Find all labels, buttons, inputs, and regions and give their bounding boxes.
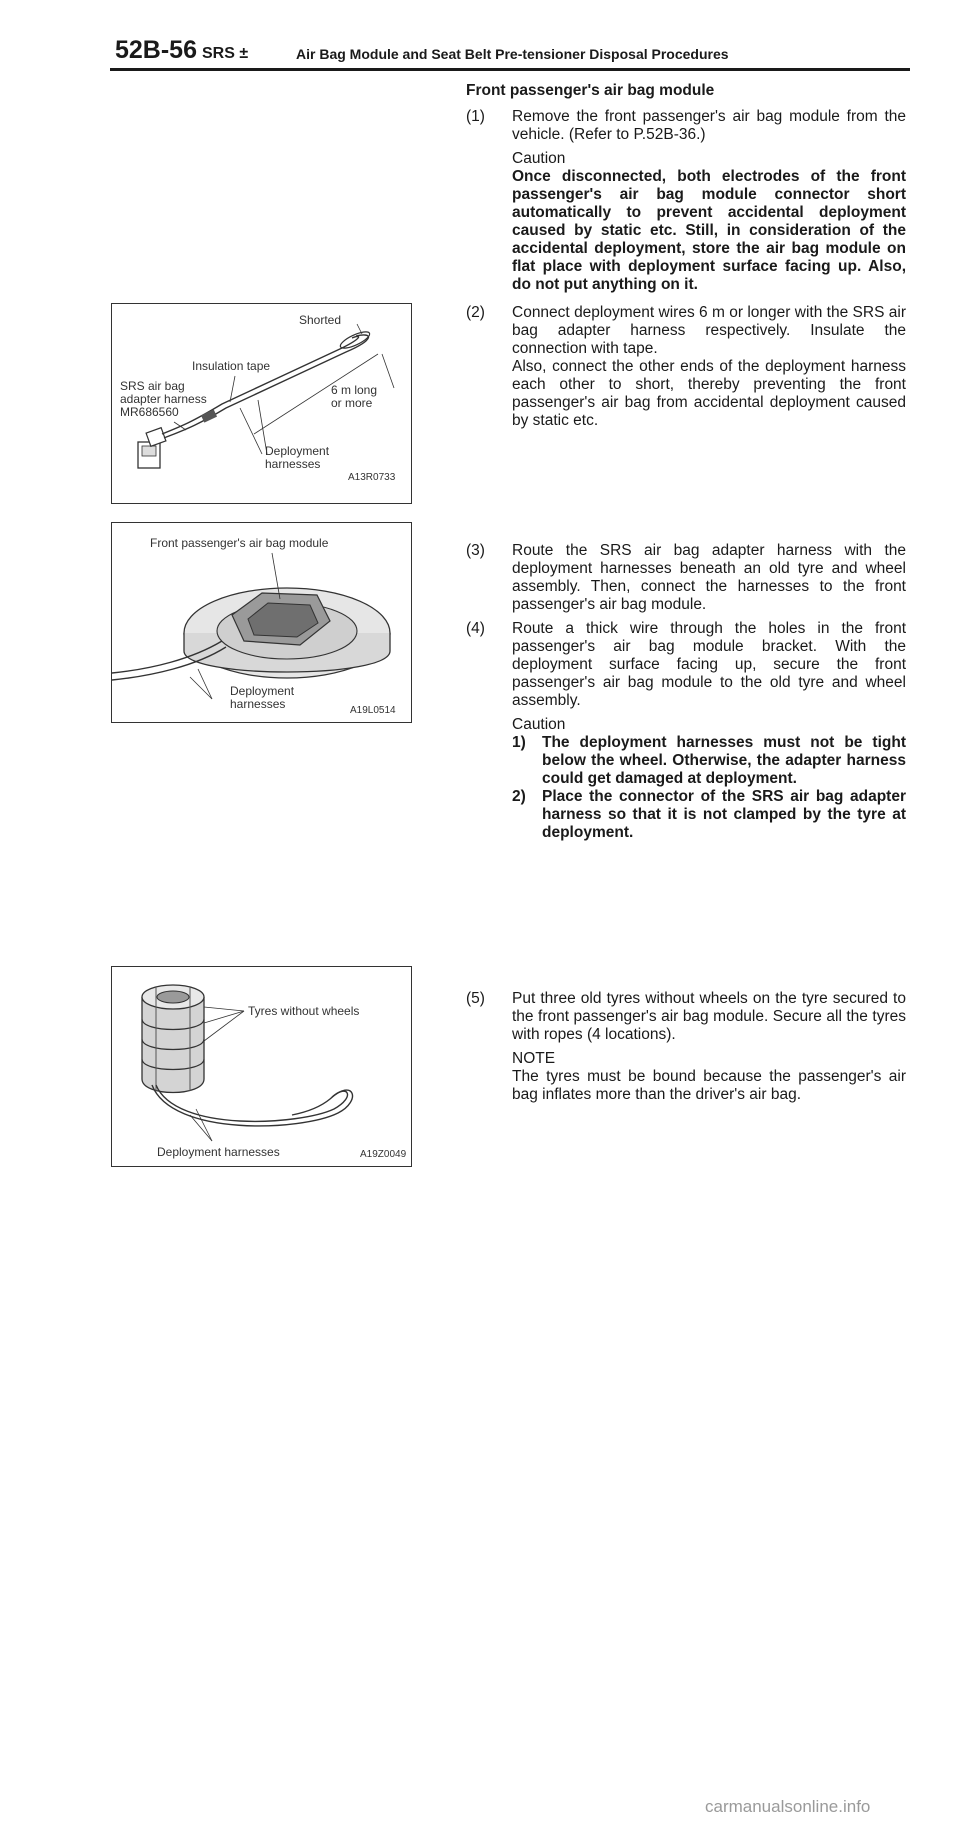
procedure-text — [466, 82, 906, 1114]
stacked-tyres-illustration — [112, 967, 411, 1166]
tyre-illustration — [112, 523, 411, 722]
note — [466, 1050, 906, 1104]
caution-1 — [466, 150, 906, 294]
step-number: (4) — [466, 620, 485, 637]
step-text: Put three old tyres without wheels on the tyre secured to the front passenger's air bag module. Secure all the tyres with ropes (4 locations). — [512, 990, 906, 1043]
label-length-1: 6 m long — [331, 383, 378, 397]
caution-item-1 — [512, 734, 906, 788]
label-srs-adapter-3: MR686560 — [120, 405, 179, 419]
note-text: The tyres must be bound because the passenger's air bag inflates more than the driver's air bag. — [512, 1068, 906, 1103]
wiring-illustration — [112, 304, 411, 503]
step-number: (3) — [466, 542, 485, 559]
watermark: carmanualsonline.info — [705, 1797, 871, 1816]
stacked-tyres-icon — [142, 985, 204, 1093]
caution-title: Caution — [512, 150, 566, 167]
page-number: 52B-56 — [115, 36, 197, 64]
step-text: Route the SRS air bag adapter harness with the deployment harnesses beneath an old tyre and wheel assembly. Then, connect the harnesses to the front passenger's air bag module. — [512, 542, 906, 613]
page-title: Air Bag Module and Seat Belt Pre-tensioner Disposal Procedures — [296, 46, 729, 62]
step-text: Route a thick wire through the holes in the front passenger's air bag module bracket. With the deployment surface facing up, secure the front passenger's air bag module to the old tyre and wheel assembly. — [512, 620, 906, 709]
step-text-continued: Also, connect the other ends of the deployment harness each other to short, thereby preventing the front passenger's air bag from accidental deployment caused by static etc. — [512, 358, 906, 429]
step-4 — [466, 620, 906, 710]
label-deployment-1: Deployment — [265, 444, 330, 458]
step-number: (1) — [466, 108, 485, 125]
caution-item-text: The deployment harnesses must not be tight below the wheel. Otherwise, the adapter harness could get damaged at deployment. — [542, 734, 906, 787]
procedure-heading: Front passenger's air bag module — [466, 82, 715, 99]
step-5 — [466, 990, 906, 1044]
label-deployment-1: Deployment — [230, 684, 295, 698]
header-rule — [110, 68, 910, 71]
label-srs-adapter-1: SRS air bag — [120, 379, 185, 393]
label-deployment-2: harnesses — [230, 697, 286, 711]
caution-title: Caution — [512, 716, 566, 733]
step-number: (2) — [466, 304, 485, 321]
step-text: Connect deployment wires 6 m or longer with the SRS air bag adapter harness respectively. Insulate the connection with tape. — [512, 304, 906, 357]
note-title: NOTE — [512, 1050, 556, 1067]
figure-code: A13R0733 — [348, 472, 396, 483]
figure-wiring — [111, 303, 412, 504]
figure-stacked-tyres — [111, 966, 412, 1167]
step-text: Remove the front passenger's air bag module from the vehicle. (Refer to P.52B-36.) — [512, 108, 906, 143]
label-tyres: Tyres without wheels — [248, 1004, 360, 1018]
figure-code: A19L0514 — [350, 705, 396, 716]
page-header — [110, 36, 910, 70]
label-shorted: Shorted — [299, 313, 342, 327]
step-2 — [466, 304, 906, 430]
step-3 — [466, 542, 906, 614]
label-insulation-tape: Insulation tape — [192, 359, 271, 373]
caution-2 — [466, 716, 906, 842]
step-number: (5) — [466, 990, 485, 1007]
label-module: Front passenger's air bag module — [150, 536, 329, 550]
caution-item-number: 1) — [512, 734, 526, 751]
section-label: SRS ± — [202, 45, 249, 62]
label-length-2: or more — [331, 396, 373, 410]
figure-module-on-tyre — [111, 522, 412, 723]
caution-text: Once disconnected, both electrodes of the front passenger's air bag module connector short automatically to prevent accidental deployment caused by static etc. Still, in consideration of the accidental deployment, store the air bag module on flat place with deployment surface facing up. Also, do not put anything on it. — [512, 168, 906, 293]
step-1 — [466, 108, 906, 144]
connector-icon — [138, 428, 166, 468]
caution-item-number: 2) — [512, 788, 526, 805]
caution-item-2 — [512, 788, 906, 842]
figure-code: A19Z0049 — [360, 1149, 407, 1160]
label-deployment: Deployment harnesses — [157, 1145, 280, 1159]
label-deployment-2: harnesses — [265, 457, 321, 471]
caution-item-text: Place the connector of the SRS air bag adapter harness so that it is not clamped by the tyre at deployment. — [542, 788, 906, 841]
label-srs-adapter-2: adapter harness — [120, 392, 207, 406]
